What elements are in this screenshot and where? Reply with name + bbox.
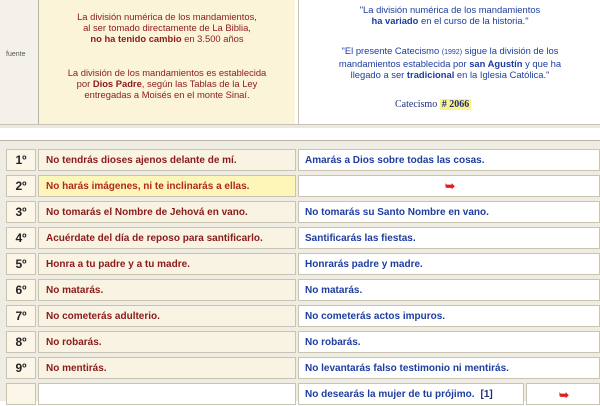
comparison-header [0, 0, 600, 128]
commandment-number: 9º [6, 357, 36, 379]
arrow-cell [526, 383, 600, 405]
table-row [6, 201, 600, 223]
biblical-commandment: No robarás. [38, 331, 296, 353]
text-line: en 3.500 años [181, 33, 244, 44]
catechism-commandment: No cometerás actos impuros. [298, 305, 600, 327]
table-row [6, 253, 600, 275]
table-row [6, 227, 600, 249]
table-row [6, 331, 600, 353]
text-line: en la Iglesia Católica." [454, 69, 550, 80]
biblical-paragraph-2 [39, 67, 295, 100]
text-line: llegado a ser [350, 69, 407, 80]
catechism-commandment-missing [298, 175, 600, 197]
catechism-label: Catecismo [395, 99, 438, 110]
text-bold: ha variado [371, 15, 419, 26]
text-bold: tradicional [406, 69, 455, 80]
biblical-commandment: No mentirás. [38, 357, 296, 379]
footnote-link[interactable]: [1] [480, 389, 493, 400]
biblical-commandment: No tomarás el Nombre de Jehová en vano. [38, 201, 296, 223]
table-row [6, 149, 600, 171]
biblical-commandment: No tendrás dioses ajenos delante de mí. [38, 149, 296, 171]
text-line: al ser tomado directamente de La Biblia, [83, 22, 251, 33]
text-bold: san Agustín [469, 58, 523, 69]
commandments-table [0, 140, 600, 401]
fuente-cell [0, 0, 39, 124]
text-line: sigue la división de los [462, 45, 559, 56]
text-line: La división numérica de los mandamientos, [77, 11, 257, 22]
catechism-commandment: No levantarás falso testimonio ni mentirás. [298, 357, 600, 379]
catechism-number-link[interactable]: # 2066 [441, 99, 470, 110]
catechism-commandment: Amarás a Dios sobre todas las cosas. [298, 149, 600, 171]
table-row [6, 357, 600, 379]
year-note: (1992) [441, 49, 463, 56]
biblical-source-cell [39, 0, 295, 124]
text-line: por [76, 78, 93, 89]
red-curved-arrow-icon[interactable]: ➥ [444, 179, 454, 193]
catechism-commandment [298, 383, 524, 405]
text-line: La división de los mandamientos es establecida [67, 67, 267, 78]
red-curved-arrow-icon[interactable]: ➥ [558, 388, 568, 402]
table-row [6, 383, 600, 405]
text-line: "La división numérica de los mandamientos [359, 4, 541, 15]
commandment-number: 1º [6, 149, 36, 171]
biblical-paragraph-1 [39, 11, 295, 44]
catechism-commandment: Honrarás padre y madre. [298, 253, 600, 275]
biblical-commandment: Acuérdate del día de reposo para santificarlo. [38, 227, 296, 249]
biblical-commandment: No harás imágenes, ni te inclinarás a ellas. [38, 175, 296, 197]
catechism-commandment: No robarás. [298, 331, 600, 353]
catechism-commandment: No tomarás su Santo Nombre en vano. [298, 201, 600, 223]
biblical-commandment: Honra a tu padre y a tu madre. [38, 253, 296, 275]
biblical-commandment: No matarás. [38, 279, 296, 301]
catechism-commandment: No matarás. [298, 279, 600, 301]
commandment-number: 5º [6, 253, 36, 275]
catechism-commandment: Santificarás las fiestas. [298, 227, 600, 249]
catechism-commandment-text: No desearás la mujer de tu prójimo. [305, 389, 475, 400]
text-line: entregadas a Moisés en el monte Sinaí. [84, 89, 250, 100]
biblical-commandment: No cometerás adulterio. [38, 305, 296, 327]
catechism-paragraph-1 [299, 4, 600, 26]
divider [0, 124, 600, 128]
biblical-commandment [38, 383, 296, 405]
text-line: mandamientos establecida por [338, 58, 470, 69]
catechism-reference [395, 99, 471, 110]
fuente-label: fuente [6, 51, 26, 58]
commandment-number: 4º [6, 227, 36, 249]
commandment-number: 2º [6, 175, 36, 197]
text-bold: Dios Padre [92, 78, 142, 89]
text-line: y que ha [522, 58, 562, 69]
catechism-source-cell [298, 0, 600, 124]
commandment-number: 7º [6, 305, 36, 327]
table-row [6, 305, 600, 327]
text-line: en el curso de la historia." [418, 15, 529, 26]
text-line: , según las Tablas de la Ley [141, 78, 258, 89]
text-line: "El presente Catecismo [341, 45, 442, 56]
text-bold: no ha tenido cambio [90, 33, 182, 44]
table-row [6, 175, 600, 197]
catechism-paragraph-2 [299, 45, 600, 80]
commandment-number: 3º [6, 201, 36, 223]
commandment-number: 6º [6, 279, 36, 301]
commandment-number [6, 383, 36, 405]
commandment-number: 8º [6, 331, 36, 353]
table-row [6, 279, 600, 301]
